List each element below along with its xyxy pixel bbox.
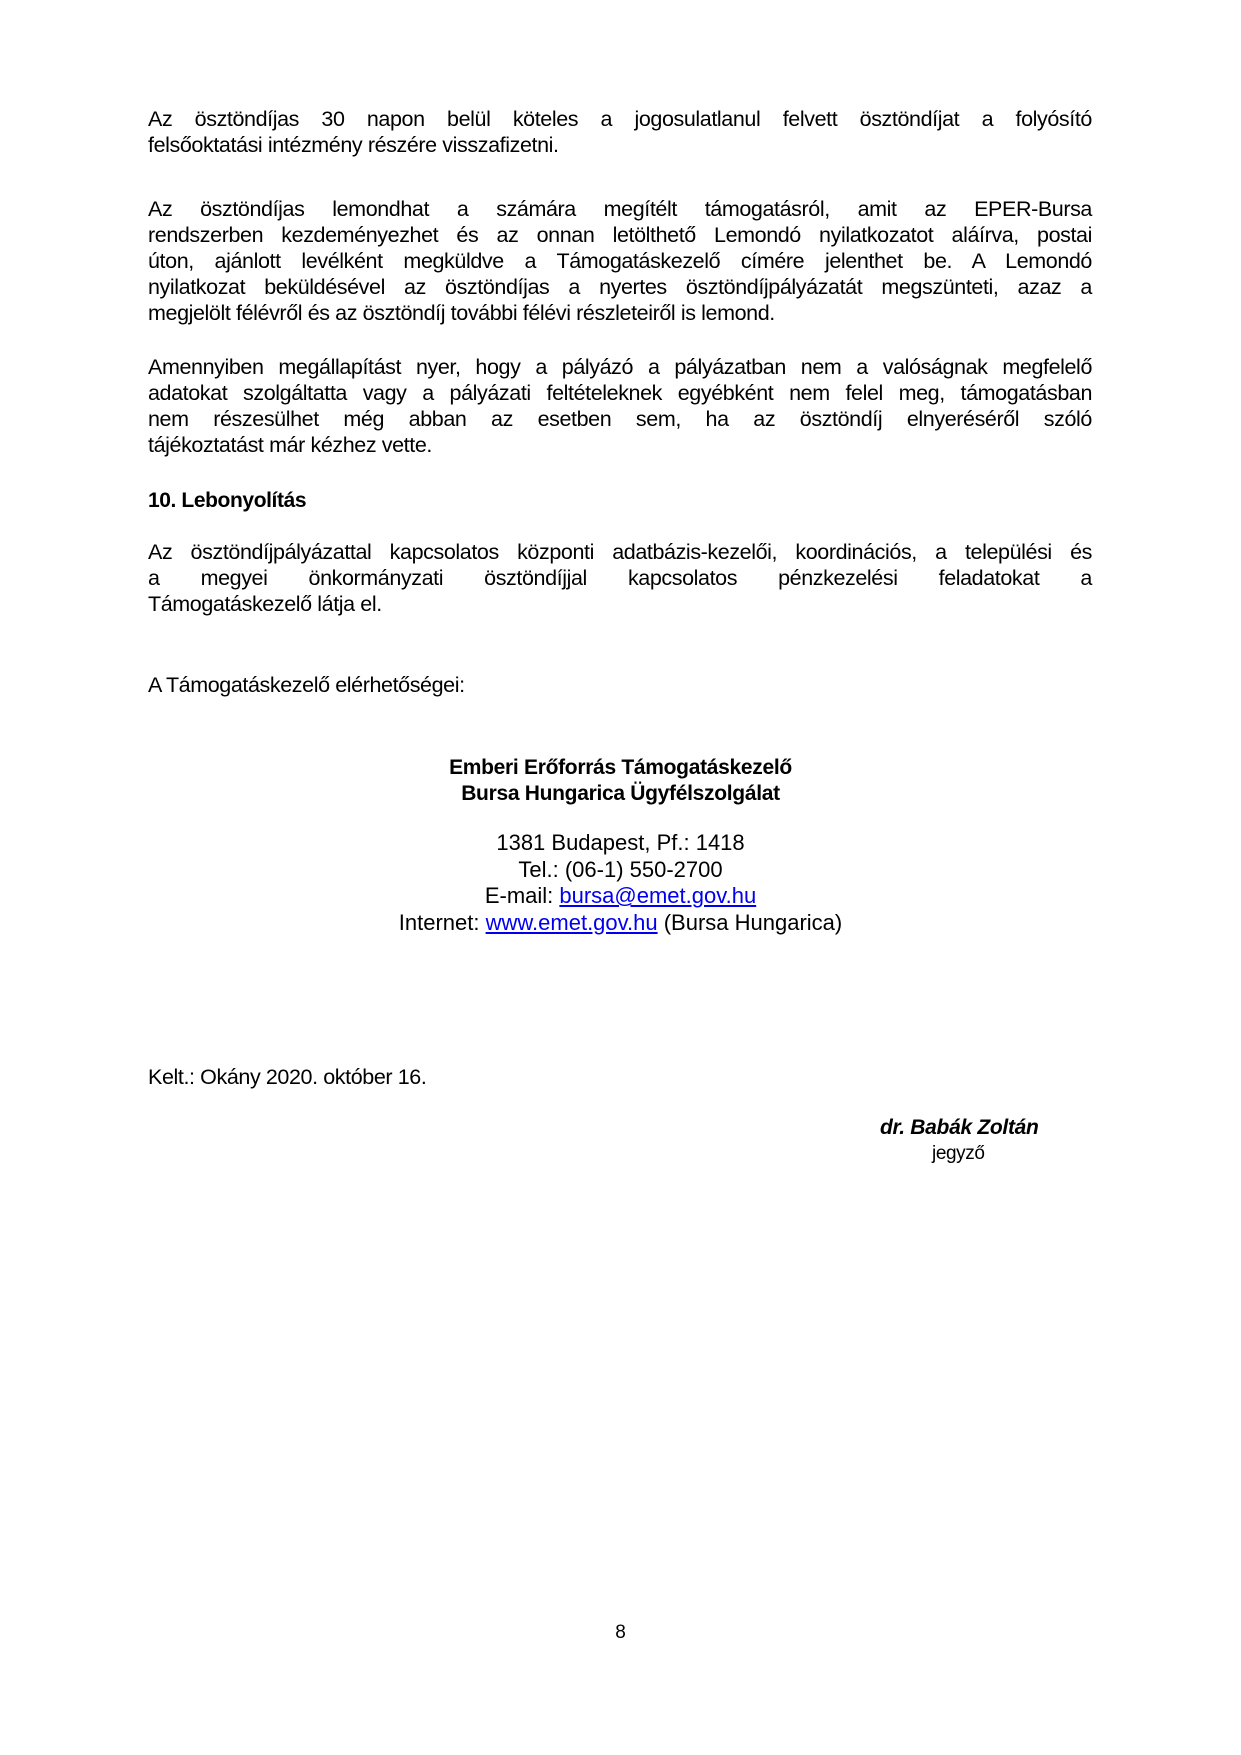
paragraph-line: megjelölt félévről és az ösztöndíj további félévi részleteiről is lemond. [148, 301, 775, 325]
paragraph-line: tájékoztatást már kézhez vette. [148, 433, 432, 457]
paragraph-waiver [148, 196, 1092, 326]
paragraph-line: felsőoktatási intézmény részére visszafizetni. [148, 133, 559, 157]
website-label: Internet: [398, 909, 486, 935]
email-label: E-mail: [484, 883, 560, 908]
paragraph-line: Az ösztöndíjpályázattal kapcsolatos központi adatbázis-kezelői, koordinációs, a települési és [148, 540, 1092, 564]
page-number: 8 [615, 1622, 626, 1643]
email-line [0, 883, 1241, 910]
website-link[interactable]: www.emet.gov.hu [485, 909, 658, 935]
signatory-title: jegyző [932, 1143, 985, 1164]
postal-address: 1381 Budapest, Pf.: 1418 [496, 830, 745, 855]
paragraph-line: Az ösztöndíjas lemondhat a számára megítélt támogatásról, amit az EPER-Bursa [148, 197, 1092, 221]
organization-name [0, 755, 1241, 807]
section-heading: 10. Lebonyolítás [148, 489, 307, 512]
paragraph-line: rendszerben kezdeményezhet és az onnan letölthető Lemondó nyilatkozatot aláírva, postai [148, 223, 1092, 247]
contact-intro: A Támogatáskezelő elérhetőségei: [148, 673, 465, 697]
website-suffix: (Bursa Hungarica) [657, 909, 843, 935]
paragraph-line: nyilatkozat beküldésével az ösztöndíjas a nyertes ösztöndíjpályázatát megszünteti, azaz a [148, 275, 1092, 299]
website-line [0, 910, 1241, 937]
paragraph-administration [148, 539, 1092, 617]
organization-name-line2: Bursa Hungarica Ügyfélszolgálat [461, 782, 780, 805]
paragraph-line: adatokat szolgáltatta vagy a pályázati feltételeknek egyébként nem felel meg, támogatásban [148, 381, 1092, 405]
paragraph-line: nem részesülhet még abban az esetben sem, ha az ösztöndíj elnyeréséről szóló [148, 407, 1092, 431]
date-place: Kelt.: Okány 2020. október 16. [148, 1065, 427, 1089]
email-link[interactable]: bursa@emet.gov.hu [559, 883, 757, 908]
paragraph-ineligibility [148, 354, 1092, 458]
paragraph-repayment [148, 106, 1092, 158]
paragraph-line: úton, ajánlott levélként megküldve a Támogatáskezelő címére jelenthet be. A Lemondó [148, 249, 1092, 273]
paragraph-line: a megyei önkormányzati ösztöndíjjal kapcsolatos pénzkezelési feladatokat a [148, 566, 1092, 590]
organization-name-line1: Emberi Erőforrás Támogatáskezelő [449, 756, 792, 779]
paragraph-line: Az ösztöndíjas 30 napon belül köteles a jogosulatlanul felvett ösztöndíjat a folyósító [148, 107, 1092, 131]
paragraph-line: Amennyiben megállapítást nyer, hogy a pályázó a pályázatban nem a valóságnak megfelelő [148, 355, 1092, 379]
paragraph-line: Támogatáskezelő látja el. [148, 592, 382, 616]
contact-address [0, 830, 1241, 936]
signatory-name: dr. Babák Zoltán [880, 1116, 1039, 1139]
phone-number: Tel.: (06-1) 550-2700 [518, 856, 723, 882]
